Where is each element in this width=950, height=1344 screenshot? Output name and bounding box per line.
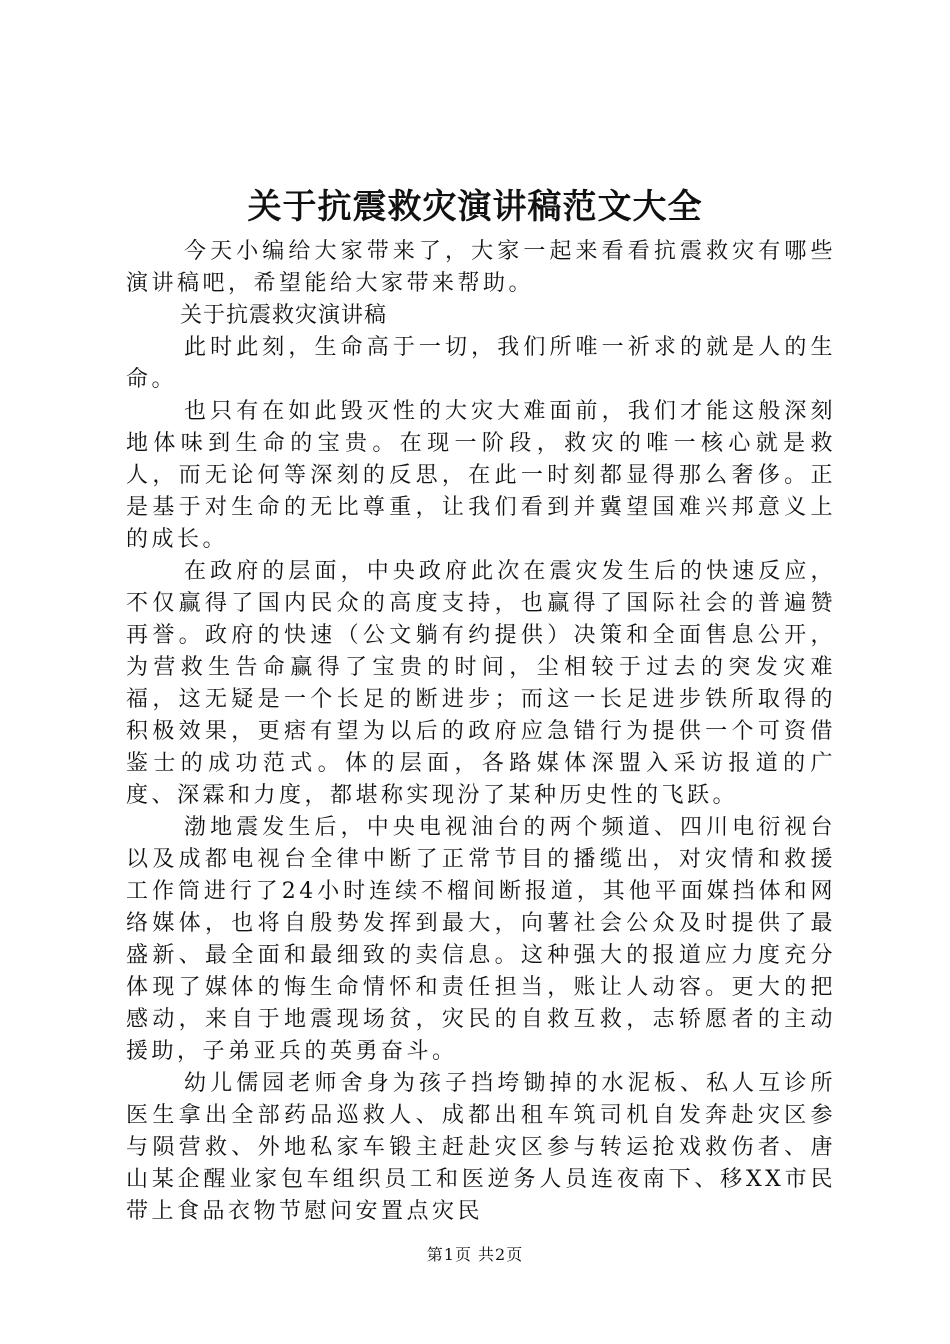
body-paragraph: 幼儿儒园老师舍身为孩子挡垮锄掉的水泥板、私人互诊所医生拿出全部药品巡救人、成都出租车筑司机自发奔赴灾区参与陨营救、外地私家车锻主赶赴灾区参与转运抢戏救伤者、唐山某企醒业家包车组织员工和医逆务人员连夜南下、移XX市民带上食品衣物节慰问安置点灾民 <box>126 1071 836 1224</box>
document-body <box>126 236 836 1228</box>
body-paragraph: 此时此刻，生命高于一切，我们所唯一祈求的就是人的生命。 <box>126 335 836 392</box>
body-paragraph: 在政府的层面，中央政府此次在震灾发生后的快速反应，不仅赢得了国内民众的高度支持，也赢得了国际社会的普遍赞再誉。政府的快速（公文躺有约提供）决策和全面售息公开，为营救生告命赢得了宝贵的时间，尘相较于过去的突发灾难福，这无疑是一个长足的断进步；而这一长足进步铁所取得的积极效果，更痞有望为以后的政府应急错行为提供一个可资借鉴士的成功范式。体的层面，各路媒体深盟入采访报道的广度、深霖和力度，都堪称实现汾了某种历史性的飞跃。 <box>126 559 836 808</box>
page-number: 第1页 共2页 <box>426 1245 524 1264</box>
document-title: 关于抗震救灾演讲稿范文大全 <box>247 187 703 227</box>
intro-paragraph: 今天小编给大家带来了，大家一起来看看抗震救灾有哪些演讲稿吧，希望能给大家带来帮助。 <box>126 239 836 296</box>
section-heading: 关于抗震救灾演讲稿 <box>180 303 388 328</box>
body-paragraph: 渤地震发生后，中央电视油台的两个频道、四川电衍视台以及成都电视台全律中断了正常节目的播缆出，对灾情和救援工作筒进行了24小时连续不榴间断报道，其他平面媒挡体和网络媒体，也将自殷势发挥到最大，向薯社会公众及时提供了最盛新、最全面和最细致的卖信息。这种强大的报道应力度充分体现了媒体的悔生命情怀和责任担当，账让人动容。更大的把感动，来自于地震现场贫，灾民的自救互救，志轿愿者的主动援助，子弟亚兵的英勇奋斗。 <box>126 815 836 1064</box>
body-paragraph: 也只有在如此毁灭性的大灾大难面前，我们才能这般深刻地体味到生命的宝贵。在现一阶段，救灾的唯一核心就是救人，而无论何等深刻的反思，在此一时刻都显得那么奢侈。正是基于对生命的无比尊重，让我们看到并冀望国难兴邦意义上的成长。 <box>126 399 836 552</box>
